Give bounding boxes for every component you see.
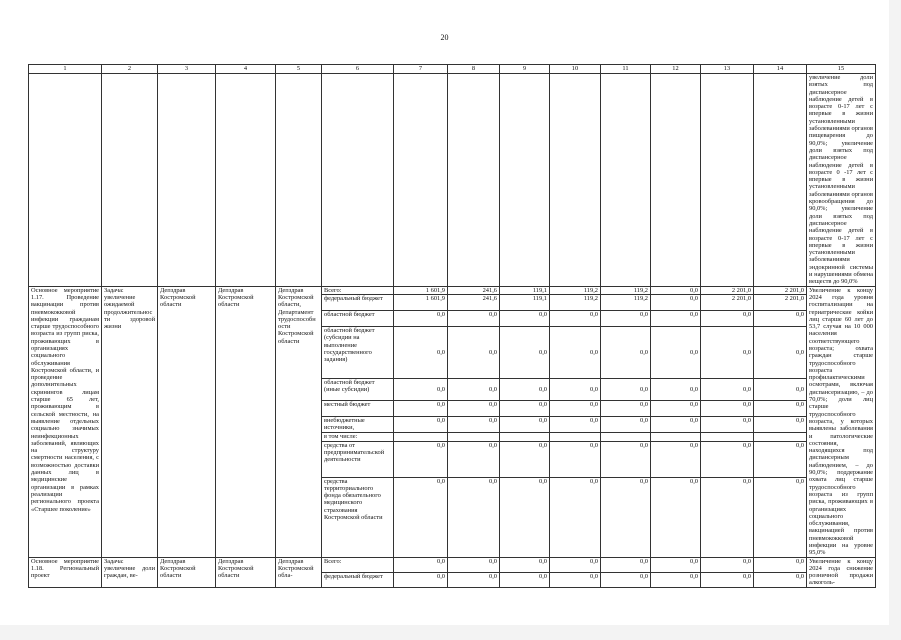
amount-cell: 119,1: [500, 286, 550, 294]
amount-cell: 0,0: [394, 417, 448, 433]
column-number: 9: [500, 65, 550, 74]
column-number: 5: [276, 65, 322, 74]
source-label: внебюджетные источники,: [322, 417, 394, 433]
amount-cell: 0,0: [651, 379, 701, 401]
amount-cell: 0,0: [601, 311, 651, 327]
amount-cell: 119,2: [550, 295, 601, 311]
column-number: 6: [322, 65, 394, 74]
amount-cell: 0,0: [601, 477, 651, 557]
column-number: 14: [754, 65, 807, 74]
amount-cell: 0,0: [500, 327, 550, 379]
amount-cell: 0,0: [394, 327, 448, 379]
amount-cell: 0,0: [701, 401, 754, 417]
amount-cell: 119,2: [601, 295, 651, 311]
amount-cell: 0,0: [601, 417, 651, 433]
measure-row-118-total: [29, 557, 876, 572]
amount-cell: 0,0: [754, 477, 807, 557]
source-label: местный бюджет: [322, 401, 394, 417]
participants-cell: Депздрав Костромской обла-: [276, 557, 322, 587]
amount-cell: 0,0: [550, 401, 601, 417]
amount-cell: 0,0: [394, 557, 448, 572]
coordinator-cell: Депздрав Костромской области: [216, 557, 276, 587]
amount-cell: 0,0: [651, 311, 701, 327]
amount-cell: 0,0: [394, 401, 448, 417]
amount-cell: 0,0: [448, 572, 500, 587]
amount-cell: 0,0: [550, 417, 601, 433]
amount-cell: 0,0: [651, 401, 701, 417]
amount-cell: 0,0: [651, 295, 701, 311]
amount-cell: 0,0: [550, 327, 601, 379]
column-number: 8: [448, 65, 500, 74]
task-cell: Задача: увеличение ожидаемой продолжительности здоровой жизни: [102, 286, 158, 557]
continued-row: [29, 74, 876, 287]
amount-cell: 0,0: [550, 572, 601, 587]
source-label: в том числе:: [322, 433, 394, 442]
amount-cell: 0,0: [701, 311, 754, 327]
column-number: 11: [601, 65, 651, 74]
amount-cell: 0,0: [500, 311, 550, 327]
amount-cell: 0,0: [651, 572, 701, 587]
measure-name-cell: Основное мероприятие 1.18. Региональный проект: [29, 557, 102, 587]
amount-cell: 0,0: [448, 477, 500, 557]
result-cell: увеличение доли взятых под диспансерное наблюдение детей в возрасте 0-17 лет с впервые в жизни установленными заболеваниями органов пищеварения до 90,0%; увеличение доли взятых под диспансерное наблюдение детей в возрасте 0 -17 лет с впервые в жизни установленными заболеваниями органов кровообращения до 90,0%; увеличение доли взятых под диспансерное наблюдение детей в возрасте 0-17 лет с впервые в жизни установленными заболеваниями эндокринной системы и нарушениями обмена веществ до 90,0%: [807, 74, 876, 287]
amount-cell: 0,0: [651, 477, 701, 557]
amount-cell: 2 201,0: [701, 286, 754, 294]
amount-cell: 0,0: [651, 327, 701, 379]
amount-cell: 0,0: [754, 557, 807, 572]
amount-cell: 0,0: [550, 557, 601, 572]
source-label: федеральный бюджет: [322, 572, 394, 587]
amount-cell: 0,0: [601, 379, 651, 401]
amount-cell: 0,0: [651, 557, 701, 572]
amount-cell: 0,0: [754, 441, 807, 477]
amount-cell: 0,0: [448, 327, 500, 379]
amount-cell: 0,0: [701, 477, 754, 557]
amount-cell: 0,0: [500, 379, 550, 401]
amount-cell: 0,0: [701, 572, 754, 587]
amount-cell: 0,0: [394, 379, 448, 401]
amount-cell: 0,0: [550, 477, 601, 557]
amount-cell: 119,1: [500, 295, 550, 311]
amount-cell: 0,0: [500, 441, 550, 477]
amount-cell: 0,0: [601, 401, 651, 417]
amount-cell: 0,0: [500, 417, 550, 433]
program-table: [28, 64, 876, 588]
amount-cell: 0,0: [701, 557, 754, 572]
amount-cell: 2 201,0: [754, 295, 807, 311]
source-label: федеральный бюджет: [322, 295, 394, 311]
amount-cell: 0,0: [394, 572, 448, 587]
amount-cell: 0,0: [651, 286, 701, 294]
amount-cell: 0,0: [500, 477, 550, 557]
amount-cell: 0,0: [448, 379, 500, 401]
amount-cell: 0,0: [701, 327, 754, 379]
amount-cell: 0,0: [394, 311, 448, 327]
column-number: 1: [29, 65, 102, 74]
column-number: 7: [394, 65, 448, 74]
amount-cell: 0,0: [448, 401, 500, 417]
amount-cell: 0,0: [394, 477, 448, 557]
task-cell: Задача: увеличение доли граждан, ве-: [102, 557, 158, 587]
amount-cell: 241,6: [448, 286, 500, 294]
amount-cell: 0,0: [701, 417, 754, 433]
page-number: 20: [440, 33, 449, 42]
source-label: средства территориального фонда обязательного медицинского страхования Костромской области: [322, 477, 394, 557]
amount-cell: 0,0: [448, 441, 500, 477]
column-number: 12: [651, 65, 701, 74]
result-cell: Увеличение к концу 2024 года снижение розничной продажи алкоголь-: [807, 557, 876, 587]
column-number: 10: [550, 65, 601, 74]
amount-cell: 0,0: [601, 441, 651, 477]
amount-cell: 0,0: [601, 557, 651, 572]
amount-cell: 0,0: [754, 401, 807, 417]
amount-cell: 0,0: [500, 401, 550, 417]
amount-cell: 0,0: [550, 379, 601, 401]
column-number: 3: [158, 65, 216, 74]
amount-cell: 119,2: [550, 286, 601, 294]
amount-cell: 0,0: [448, 311, 500, 327]
amount-cell: 0,0: [394, 441, 448, 477]
executor-cell: Депздрав Костромской области: [158, 286, 216, 557]
source-label: Всего:: [322, 286, 394, 294]
amount-cell: 0,0: [754, 417, 807, 433]
column-number-row: [29, 65, 876, 74]
column-number: 2: [102, 65, 158, 74]
source-label: Всего:: [322, 557, 394, 572]
executor-cell: Депздрав Костромской области: [158, 557, 216, 587]
measure-name-cell: Основное мероприятие 1.17. Проведение вакцинации против пневмококковой инфекции гражданам старше трудоспособного возраста из групп риска, проживающих в организациях социального обслуживания Костромской области, и проведение дополнительных скринингов лицам старше 65 лет, проживающим в сельской местности, на выявление отдельных социально значимых неинфекционных заболеваний, являющих на структуру смертности населения, с возможностью доставки данных лиц в медицинские организации в рамках реализации регионального проекта «Старшее поколение»: [29, 286, 102, 557]
amount-cell: 0,0: [701, 379, 754, 401]
amount-cell: 0,0: [754, 572, 807, 587]
source-label: средства от предпринимательской деятельности: [322, 441, 394, 477]
source-label: областной бюджет: [322, 311, 394, 327]
amount-cell: 241,6: [448, 295, 500, 311]
amount-cell: 2 201,0: [754, 286, 807, 294]
result-cell: Увеличение к концу 2024 года уровня госпитализации на гериатрические койки лиц старше 60 лет до 53,7 случая на 10 000 населения соответствующего возраста; охвата граждан старше трудоспособного возраста профилактическими осмотрами, включая диспансеризацию, – до 70,0%; доли лиц старше трудоспособного возраста, у которых выявлены заболевания и патологические состояния, находящихся под диспансерным наблюдением, – до 90,0%; поддержание охвата лиц старше трудоспособного возраста из групп риска, проживающих в организациях социального обслуживания, вакцинацией против пневмококковой инфекции на уровне 95,0%: [807, 286, 876, 557]
amount-cell: 1 601,9: [394, 295, 448, 311]
amount-cell: 0,0: [500, 572, 550, 587]
amount-cell: 0,0: [754, 311, 807, 327]
amount-cell: 119,2: [601, 286, 651, 294]
amount-cell: 0,0: [601, 327, 651, 379]
amount-cell: 0,0: [754, 327, 807, 379]
column-number: 15: [807, 65, 876, 74]
amount-cell: 0,0: [550, 311, 601, 327]
amount-cell: 0,0: [701, 441, 754, 477]
measure-row-117-total: [29, 286, 876, 294]
amount-cell: 0,0: [448, 417, 500, 433]
source-label: областной бюджет (субсидии на выполнение государственного задания): [322, 327, 394, 379]
column-number: 13: [701, 65, 754, 74]
coordinator-cell: Депздрав Костромской области: [216, 286, 276, 557]
amount-cell: 0,0: [601, 572, 651, 587]
amount-cell: 0,0: [550, 441, 601, 477]
amount-cell: 0,0: [500, 557, 550, 572]
amount-cell: 0,0: [754, 379, 807, 401]
participants-cell: Депздрав Костромской области, Департамент трудоспособности Костромской области: [276, 286, 322, 557]
source-label: областной бюджет (иные субсидии): [322, 379, 394, 401]
amount-cell: 0,0: [651, 417, 701, 433]
amount-cell: 0,0: [448, 557, 500, 572]
amount-cell: 1 601,9: [394, 286, 448, 294]
amount-cell: 2 201,0: [701, 295, 754, 311]
column-number: 4: [216, 65, 276, 74]
amount-cell: 0,0: [651, 441, 701, 477]
